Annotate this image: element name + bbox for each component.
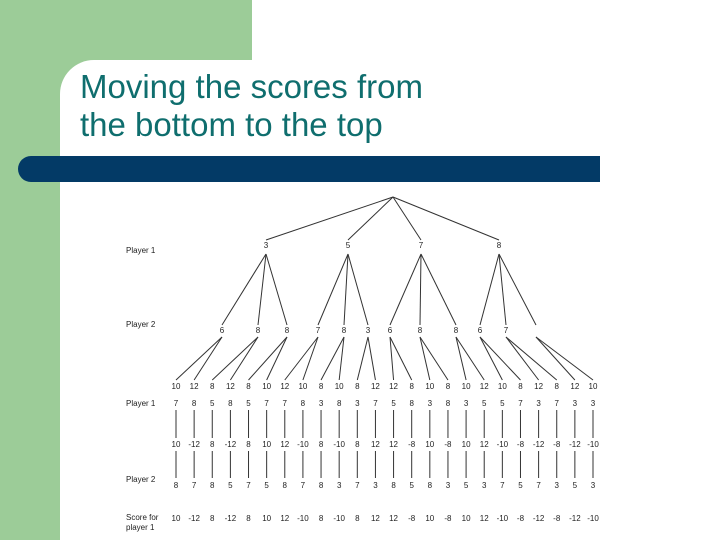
level3-node: 8 xyxy=(409,399,414,408)
player1-score: -10 xyxy=(333,514,345,523)
level3-score: 10 xyxy=(461,382,471,391)
level4-node: 5 xyxy=(228,481,233,490)
leaf-edge xyxy=(456,337,484,380)
level3-score: 8 xyxy=(246,382,251,391)
level3-score: 12 xyxy=(570,382,580,391)
level3-node: 7 xyxy=(282,399,288,408)
level3-score: 12 xyxy=(479,382,489,391)
player2-node-value: 6 xyxy=(477,326,483,335)
level4-score: 12 xyxy=(280,440,290,449)
leaf-edge xyxy=(420,337,430,380)
player2-node-value: 8 xyxy=(453,326,459,335)
level3-node: 8 xyxy=(336,399,342,408)
level3-score: 8 xyxy=(554,382,559,391)
level3-node: 3 xyxy=(318,399,324,408)
level4-score: -12 xyxy=(569,440,581,449)
level-label: Player 2 xyxy=(126,320,156,329)
title-line-2: the bottom to the top xyxy=(80,106,383,143)
leaf-edge xyxy=(339,337,344,380)
level-label: Player 1 xyxy=(126,399,156,408)
level3-score: 10 xyxy=(298,382,308,391)
level4-node: 7 xyxy=(246,481,251,490)
level4-score: 8 xyxy=(210,440,215,449)
player1-score: -10 xyxy=(297,514,309,523)
level3-score: 12 xyxy=(370,382,380,391)
level4-node: 8 xyxy=(282,481,288,490)
level3-score: 8 xyxy=(518,382,523,391)
level4-score: -10 xyxy=(587,440,599,449)
level4-node: 8 xyxy=(173,481,179,490)
level4-score: 10 xyxy=(425,440,435,449)
level4-score: -10 xyxy=(297,440,309,449)
level4-score: -8 xyxy=(553,440,561,449)
level-label: Player 2 xyxy=(126,475,156,484)
level3-score: 8 xyxy=(445,382,451,391)
level3-score: 12 xyxy=(389,382,399,391)
level4-node: 5 xyxy=(463,481,469,490)
root-edge xyxy=(266,197,393,240)
level4-score: -10 xyxy=(496,440,509,449)
player1-score: -12 xyxy=(188,514,200,523)
player2-edge xyxy=(348,254,368,325)
level3-node: 8 xyxy=(445,399,451,408)
leaf-edge xyxy=(267,337,287,380)
player2-node-value: 8 xyxy=(255,326,261,335)
player1-score: -8 xyxy=(553,514,561,523)
level4-score: 12 xyxy=(389,440,399,449)
level3-node: 5 xyxy=(481,399,487,408)
leaf-edge xyxy=(212,337,258,380)
player1-score: -8 xyxy=(516,514,525,523)
level4-node: 7 xyxy=(500,481,505,490)
leaf-edge xyxy=(368,337,375,380)
level4-score: -8 xyxy=(408,440,416,449)
root-edge xyxy=(393,197,499,240)
level4-node: 5 xyxy=(409,481,414,490)
level3-score: 10 xyxy=(497,382,507,391)
leaf-edge xyxy=(321,337,344,380)
level-label: Player 1 xyxy=(126,246,156,255)
level4-score: -12 xyxy=(532,440,545,449)
level4-score: 8 xyxy=(318,440,324,449)
leaf-edge xyxy=(303,337,318,380)
player1-node-value: 8 xyxy=(496,241,502,250)
level4-node: 3 xyxy=(481,481,487,490)
level4-score: -12 xyxy=(188,440,200,449)
player2-node-value: 7 xyxy=(315,326,321,335)
player1-score: 10 xyxy=(171,514,181,523)
level3-node: 7 xyxy=(373,399,378,408)
level4-node: 3 xyxy=(445,481,451,490)
player1-score: -12 xyxy=(532,514,545,523)
player1-score: 12 xyxy=(280,514,290,523)
level3-node: 8 xyxy=(191,399,197,408)
level4-node: 8 xyxy=(391,481,396,490)
leaf-edge xyxy=(480,337,502,380)
player1-score: -10 xyxy=(496,514,509,523)
level-label: player 1 xyxy=(126,523,155,532)
level4-node: 7 xyxy=(191,481,197,490)
level3-node: 7 xyxy=(173,399,179,408)
level3-score: 10 xyxy=(334,382,344,391)
level4-node: 3 xyxy=(336,481,342,490)
level3-score: 10 xyxy=(262,382,272,391)
level3-node: 7 xyxy=(554,399,559,408)
level4-node: 8 xyxy=(210,481,215,490)
player1-score: 10 xyxy=(262,514,272,523)
leaf-edge xyxy=(536,337,593,380)
player1-score: -10 xyxy=(587,514,599,523)
level3-score: 12 xyxy=(225,382,235,391)
player1-node-value: 3 xyxy=(263,241,269,250)
level3-score: 12 xyxy=(280,382,290,391)
root-edge xyxy=(348,197,393,240)
player1-score: -12 xyxy=(224,514,237,523)
player1-score: 12 xyxy=(370,514,380,523)
level4-score: 10 xyxy=(262,440,272,449)
player1-score: -8 xyxy=(408,514,416,523)
player1-score: 8 xyxy=(246,514,251,523)
player2-node-value: 8 xyxy=(417,326,423,335)
level3-score: 10 xyxy=(171,382,181,391)
player1-score: 10 xyxy=(461,514,471,523)
player1-node-value: 5 xyxy=(345,241,351,250)
level3-score: 12 xyxy=(534,382,544,391)
level3-score: 8 xyxy=(318,382,324,391)
leaf-edge xyxy=(536,337,575,380)
level3-node: 3 xyxy=(572,399,578,408)
level3-node: 8 xyxy=(228,399,233,408)
level3-score: 12 xyxy=(189,382,199,391)
level4-score: 10 xyxy=(171,440,181,449)
player1-node-value: 7 xyxy=(418,241,424,250)
level3-node: 5 xyxy=(500,399,505,408)
player2-edge xyxy=(344,254,348,325)
player2-edge xyxy=(421,254,456,325)
level3-node: 7 xyxy=(518,399,523,408)
leaf-edge xyxy=(506,337,557,380)
leaf-edge xyxy=(176,337,222,380)
level4-score: 12 xyxy=(370,440,380,449)
level4-node: 7 xyxy=(355,481,360,490)
root-edge xyxy=(393,197,421,240)
level3-node: 3 xyxy=(355,399,360,408)
leaf-edge xyxy=(285,337,318,380)
level3-node: 3 xyxy=(463,399,469,408)
level4-score: 12 xyxy=(479,440,489,449)
player1-score: 12 xyxy=(479,514,489,523)
level3-node: 5 xyxy=(391,399,396,408)
player2-edge xyxy=(390,254,421,325)
level4-node: 3 xyxy=(590,481,596,490)
level3-score: 10 xyxy=(425,382,435,391)
player2-edge xyxy=(266,254,287,325)
leaf-edge xyxy=(420,337,448,380)
player1-score: -8 xyxy=(444,514,452,523)
player1-score: 10 xyxy=(425,514,435,523)
player1-score: 12 xyxy=(389,514,399,523)
level3-score: 8 xyxy=(210,382,215,391)
level4-node: 5 xyxy=(518,481,523,490)
level4-score: -8 xyxy=(444,440,452,449)
level4-node: 5 xyxy=(572,481,578,490)
level4-score: -12 xyxy=(224,440,237,449)
level3-score: 8 xyxy=(355,382,360,391)
level3-node: 3 xyxy=(536,399,541,408)
level4-node: 3 xyxy=(373,481,378,490)
player1-score: 8 xyxy=(318,514,324,523)
player1-score: 8 xyxy=(210,514,215,523)
level3-node: 5 xyxy=(246,399,251,408)
player2-node-value: 6 xyxy=(387,326,393,335)
player2-edge xyxy=(318,254,348,325)
player2-node-value: 8 xyxy=(284,326,290,335)
level4-score: 10 xyxy=(461,440,471,449)
player2-node-value: 6 xyxy=(219,326,225,335)
level3-node: 8 xyxy=(300,399,306,408)
level3-score: 10 xyxy=(588,382,598,391)
level3-score: 8 xyxy=(409,382,414,391)
player2-edge xyxy=(480,254,499,325)
level4-node: 7 xyxy=(536,481,541,490)
level4-score: 8 xyxy=(355,440,360,449)
level4-node: 8 xyxy=(318,481,324,490)
level4-node: 7 xyxy=(300,481,306,490)
level3-node: 3 xyxy=(590,399,596,408)
leaf-edge xyxy=(506,337,539,380)
player1-score: -12 xyxy=(569,514,581,523)
leaf-edge xyxy=(357,337,368,380)
player2-node-value: 8 xyxy=(341,326,347,335)
level4-score: 8 xyxy=(246,440,251,449)
player2-edge xyxy=(420,254,421,325)
level-label: Score for xyxy=(126,513,159,522)
level4-score: -10 xyxy=(333,440,345,449)
player1-score: 8 xyxy=(355,514,360,523)
level4-score: -8 xyxy=(516,440,525,449)
level4-node: 5 xyxy=(264,481,269,490)
leaf-edge xyxy=(480,337,520,380)
player2-node-value: 7 xyxy=(503,326,509,335)
title-line-1: Moving the scores from xyxy=(80,68,423,105)
level3-node: 7 xyxy=(264,399,269,408)
leaf-edge xyxy=(456,337,466,380)
level4-node: 8 xyxy=(427,481,433,490)
level3-node: 3 xyxy=(427,399,433,408)
level3-node: 5 xyxy=(210,399,215,408)
player2-node-value: 3 xyxy=(365,326,371,335)
level4-node: 3 xyxy=(554,481,559,490)
